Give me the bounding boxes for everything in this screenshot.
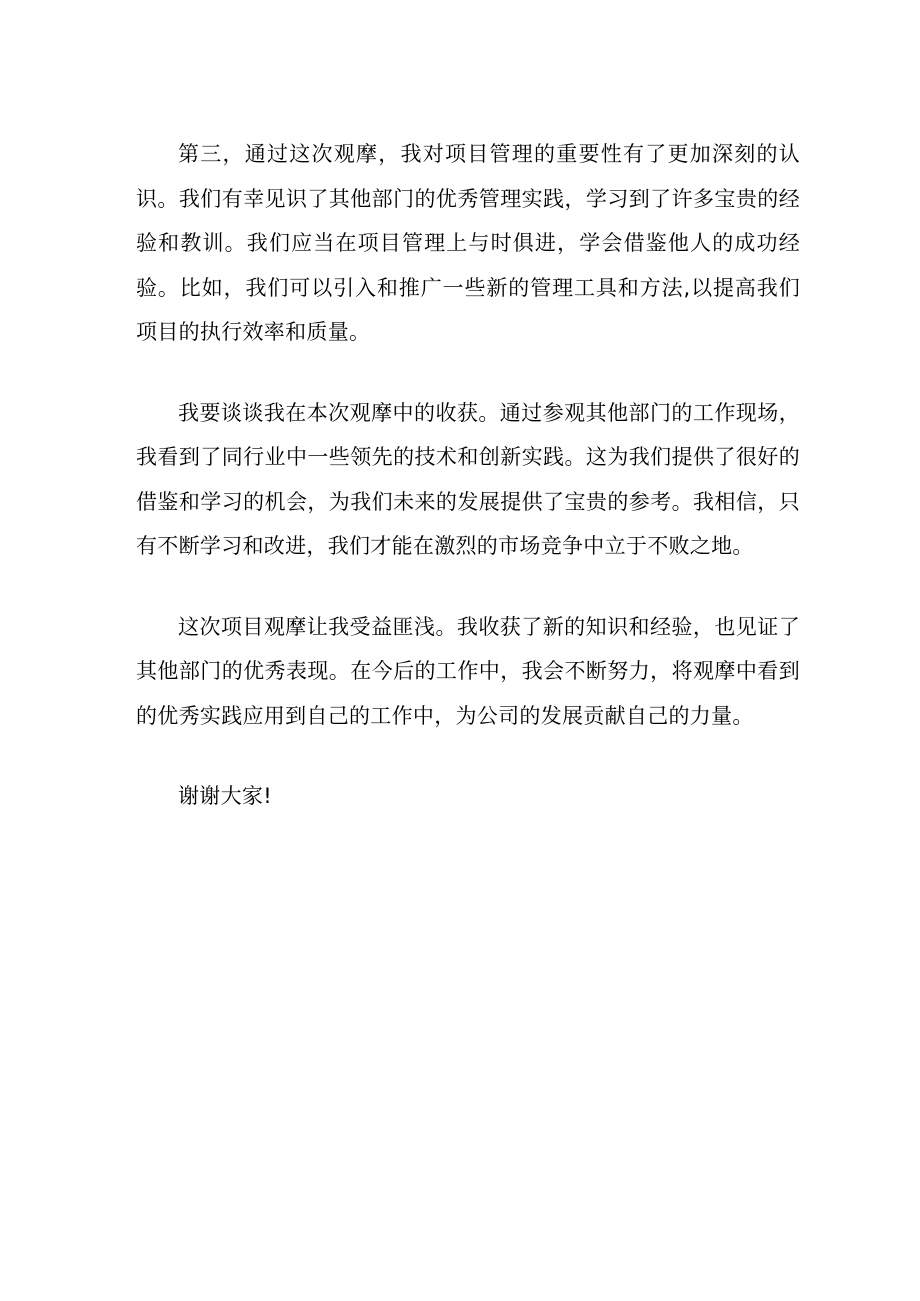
paragraph-spacer bbox=[136, 569, 800, 605]
paragraph-thanks: 谢谢大家! bbox=[178, 784, 272, 808]
paragraph-spacer bbox=[136, 355, 800, 391]
paragraph-project-management: 第三，通过这次观摩，我对项目管理的重要性有了更加深刻的认识。我们有幸见识了其他部门的优秀管理实践，学习到了许多宝贵的经验和教训。我们应当在项目管理上与时俱进，学会借鉴他人的成功经验。比如，我们可以引入和推广一些新的管理工具和方法,以提高我们项目的执行效率和质量。 bbox=[136, 142, 800, 344]
paragraph-gains: 我要谈谈我在本次观摩中的收获。通过参观其他部门的工作现场，我看到了同行业中一些领先的技术和创新实践。这为我们提供了很好的借鉴和学习的机会，为我们未来的发展提供了宝贵的参考。我相信，只有不断学习和改进，我们才能在激烈的市场竞争中立于不败之地。 bbox=[136, 400, 800, 558]
document-body bbox=[136, 132, 800, 819]
paragraph-spacer bbox=[136, 738, 800, 774]
paragraph-summary: 这次项目观摩让我受益匪浅。我收获了新的知识和经验，也见证了其他部门的优秀表现。在今后的工作中，我会不断努力，将观摩中看到的优秀实践应用到自己的工作中，为公司的发展贡献自己的力量。 bbox=[136, 614, 800, 728]
